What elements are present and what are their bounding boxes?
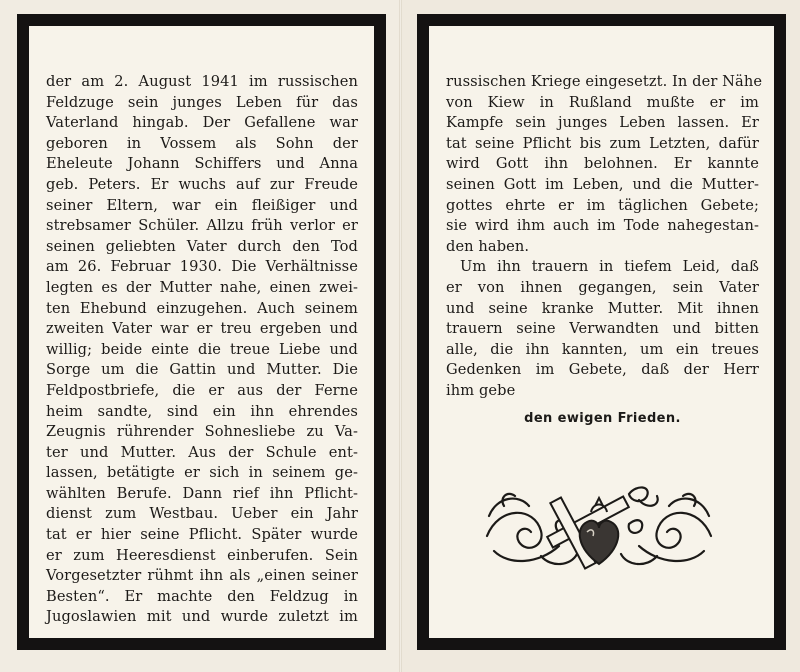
text-line: Um ihn trauern in tiefem Leid, daß — [460, 258, 759, 276]
text-line: seiner Eltern, war ein fleißiger und — [46, 196, 358, 214]
text-line: seinen geliebten Vater durch den Tod — [46, 237, 358, 255]
text-line: ihm gebe — [446, 381, 516, 399]
text-line: ter und Mutter. Aus der Schule ent- — [46, 443, 358, 461]
text-line: geboren in Vossem als Sohn der — [46, 134, 358, 152]
text-line: tat er hier seine Pflicht. Später wurde — [46, 526, 358, 544]
right-mourning-frame — [417, 14, 786, 650]
text-line: gottes ehrte er im täglichen Gebete; — [446, 196, 759, 214]
text-line: willig; beide einte die treue Liebe und — [46, 340, 358, 358]
text-line: wird Gott ihn belohnen. Er kannte — [446, 155, 759, 173]
text-line: Kampfe sein junges Leben lassen. Er — [446, 114, 759, 132]
text-line: Besten“. Er machte den Feldzug in — [46, 587, 358, 605]
text-line: sie wird ihm auch im Tode nahegestan- — [446, 217, 759, 235]
text-line: lassen, betätigte er sich in seinem ge- — [46, 464, 358, 482]
left-page-text — [46, 72, 358, 626]
text-line: der am 2. August 1941 im russischen — [46, 73, 358, 90]
text-line: zweiten Vater war er treu ergeben und — [46, 320, 358, 338]
text-line: strebsamer Schüler. Allzu früh verlor er — [46, 217, 358, 235]
text-line: ten Ehebund einzugehen. Auch seinem — [46, 299, 358, 317]
text-line: Jugoslawien mit und wurde zuletzt im — [46, 608, 358, 626]
text-line: Sorge um die Gattin und Mutter. Die — [46, 361, 358, 379]
text-line: Feldzuge sein junges Leben für das — [46, 93, 358, 111]
text-line: seinen Gott im Leben, und die Mutter- — [446, 175, 759, 193]
text-line: wählten Berufe. Dann rief ihn Pflicht- — [46, 484, 358, 502]
text-line: Vorgesetzter rühmt ihn als „einen seiner — [46, 567, 358, 585]
text-line: russischen Kriege eingesetzt. In der Nähe — [446, 73, 763, 90]
text-line: er zum Heeresdienst einberufen. Sein — [46, 546, 358, 564]
cross-heart-ornament-icon — [479, 476, 719, 576]
text-line: alle, die ihn kannten, um ein treues — [446, 340, 759, 358]
text-line: dienst zum Westbau. Ueber ein Jahr — [46, 505, 358, 523]
text-line: am 26. Februar 1930. Die Verhältnisse — [46, 258, 358, 276]
closing-phrase: den ewigen Frieden. — [524, 410, 681, 426]
text-line: legten es der Mutter nahe, einen zwei- — [46, 278, 358, 296]
text-line: heim sandte, sind ein ihn ehrendes — [46, 402, 358, 420]
card-fold — [399, 0, 402, 672]
text-line: geb. Peters. Er wuchs auf zur Freude — [46, 175, 358, 193]
text-line: Zeugnis rührender Sohnesliebe zu Va- — [46, 423, 358, 441]
text-line: und seine kranke Mutter. Mit ihnen — [446, 299, 759, 317]
text-line: den haben. — [446, 237, 530, 255]
text-line: von Kiew in Rußland mußte er im — [446, 93, 759, 111]
text-line: Gedenken im Gebete, daß der Herr — [446, 361, 759, 379]
text-line: Vaterland hingab. Der Gefallene war — [46, 114, 358, 132]
text-line: er von ihnen gegangen, sein Vater — [446, 278, 759, 296]
text-line: tat seine Pflicht bis zum Letzten, dafür — [446, 134, 759, 152]
text-line: trauern seine Verwandten und bitten — [446, 320, 759, 338]
text-line: Eheleute Johann Schiffers und Anna — [46, 155, 358, 173]
left-mourning-frame — [17, 14, 386, 650]
text-line: Feldpostbriefe, die er aus der Ferne — [46, 381, 358, 399]
